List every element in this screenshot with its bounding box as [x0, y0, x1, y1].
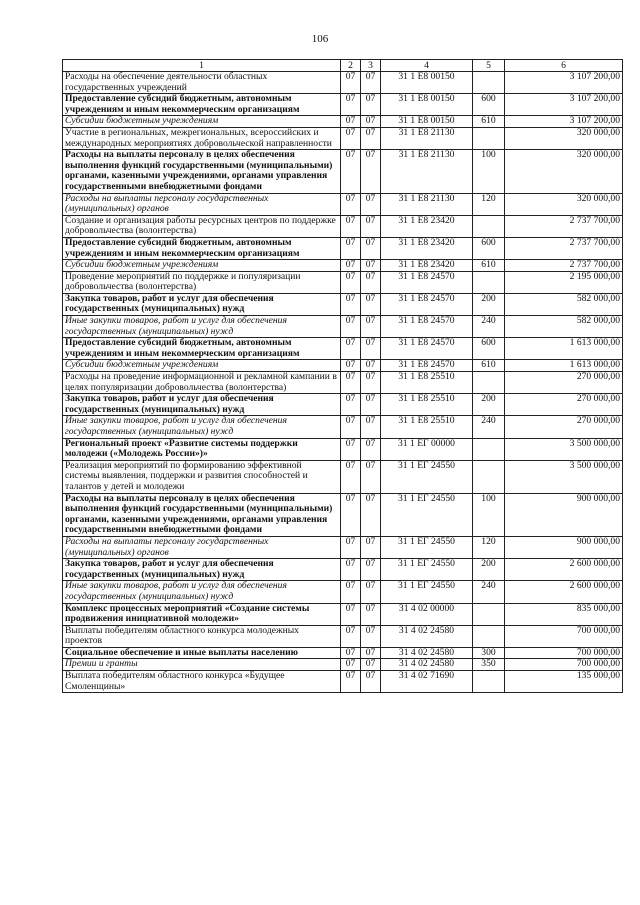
- table-row: [63, 360, 623, 372]
- row-name-cell: Комплекс процессных мероприятий «Создание системы продвижения инициативной молодежи»: [63, 603, 341, 625]
- row-section-cell: 07: [341, 603, 361, 625]
- row-subsection-cell: 07: [361, 94, 381, 116]
- row-amount-cell: 700 000,00: [505, 659, 623, 671]
- row-subsection-cell: 07: [361, 625, 381, 647]
- row-subsection-cell: 07: [361, 581, 381, 603]
- header-row: [63, 60, 623, 72]
- row-subsection-cell: 07: [361, 150, 381, 193]
- row-code-cell: 31 1 E8 25510: [381, 416, 473, 438]
- table-row: [63, 316, 623, 338]
- row-code-cell: 31 4 02 24580: [381, 647, 473, 659]
- row-name-cell: Создание и организация работы ресурсных центров по поддержке добровольчества (волонтерства): [63, 215, 341, 237]
- row-section-cell: 07: [341, 193, 361, 215]
- row-type-cell: 100: [473, 493, 505, 536]
- header-cell: 3: [361, 60, 381, 72]
- row-name-cell: Закупка товаров, работ и услуг для обеспечения государственных (муниципальных) нужд: [63, 394, 341, 416]
- row-amount-cell: 320 000,00: [505, 150, 623, 193]
- table-row: [63, 338, 623, 360]
- row-section-cell: 07: [341, 338, 361, 360]
- row-name-cell: Субсидии бюджетным учреждениям: [63, 360, 341, 372]
- row-amount-cell: 835 000,00: [505, 603, 623, 625]
- row-type-cell: 350: [473, 659, 505, 671]
- row-section-cell: 07: [341, 460, 361, 493]
- row-name-cell: Расходы на проведение информационной и рекламной кампании в целях популяризации добровольчества (волонтерства): [63, 372, 341, 394]
- row-subsection-cell: 07: [361, 647, 381, 659]
- table-row: [63, 94, 623, 116]
- row-name-cell: Предоставление субсидий бюджетным, автономным учреждениям и иным некоммерческим организациям: [63, 237, 341, 259]
- row-amount-cell: 3 107 200,00: [505, 116, 623, 128]
- row-type-cell: [473, 438, 505, 460]
- row-code-cell: 31 4 02 00000: [381, 603, 473, 625]
- header-cell: 6: [505, 60, 623, 72]
- table-row: [63, 271, 623, 293]
- row-amount-cell: 320 000,00: [505, 193, 623, 215]
- row-section-cell: 07: [341, 671, 361, 693]
- header-cell: 1: [63, 60, 341, 72]
- row-name-cell: Расходы на выплаты персоналу в целях обеспечения выполнения функций государственными (муниципальными) органами, казенными учреждениями, органами управления государственными внебюджетными фондами: [63, 493, 341, 536]
- row-type-cell: 610: [473, 260, 505, 272]
- row-code-cell: 31 1 E8 21130: [381, 150, 473, 193]
- row-section-cell: 07: [341, 659, 361, 671]
- row-amount-cell: 3 107 200,00: [505, 94, 623, 116]
- table-row: [63, 659, 623, 671]
- table-row: [63, 438, 623, 460]
- row-code-cell: 31 1 E8 24570: [381, 316, 473, 338]
- row-subsection-cell: 07: [361, 316, 381, 338]
- row-name-cell: Субсидии бюджетным учреждениям: [63, 260, 341, 272]
- row-section-cell: 07: [341, 438, 361, 460]
- row-amount-cell: 2 737 700,00: [505, 260, 623, 272]
- row-section-cell: 07: [341, 260, 361, 272]
- row-code-cell: 31 1 EГ 24550: [381, 460, 473, 493]
- row-subsection-cell: 07: [361, 127, 381, 149]
- table-row: [63, 372, 623, 394]
- table-row: [63, 260, 623, 272]
- row-amount-cell: 2 737 700,00: [505, 215, 623, 237]
- row-section-cell: 07: [341, 559, 361, 581]
- row-subsection-cell: 07: [361, 293, 381, 315]
- row-subsection-cell: 07: [361, 493, 381, 536]
- table-row: [63, 603, 623, 625]
- row-subsection-cell: 07: [361, 536, 381, 558]
- row-section-cell: 07: [341, 127, 361, 149]
- row-subsection-cell: 07: [361, 559, 381, 581]
- row-section-cell: 07: [341, 271, 361, 293]
- table-row: [63, 416, 623, 438]
- row-section-cell: 07: [341, 581, 361, 603]
- row-name-cell: Расходы на обеспечение деятельности областных государственных учреждений: [63, 72, 341, 94]
- row-name-cell: Иные закупки товаров, работ и услуг для обеспечения государственных (муниципальных) нужд: [63, 316, 341, 338]
- row-amount-cell: 2 737 700,00: [505, 237, 623, 259]
- row-type-cell: 240: [473, 581, 505, 603]
- row-type-cell: 600: [473, 237, 505, 259]
- row-amount-cell: 2 600 000,00: [505, 581, 623, 603]
- row-subsection-cell: 07: [361, 360, 381, 372]
- row-type-cell: [473, 72, 505, 94]
- row-section-cell: 07: [341, 215, 361, 237]
- row-code-cell: 31 1 E8 00150: [381, 94, 473, 116]
- row-amount-cell: 2 600 000,00: [505, 559, 623, 581]
- header-cell: 4: [381, 60, 473, 72]
- row-code-cell: 31 1 E8 23420: [381, 215, 473, 237]
- row-name-cell: Закупка товаров, работ и услуг для обеспечения государственных (муниципальных) нужд: [63, 293, 341, 315]
- row-name-cell: Закупка товаров, работ и услуг для обеспечения государственных (муниципальных) нужд: [63, 559, 341, 581]
- row-type-cell: [473, 671, 505, 693]
- row-name-cell: Предоставление субсидий бюджетным, автономным учреждениям и иным некоммерческим организациям: [63, 94, 341, 116]
- row-name-cell: Социальное обеспечение и иные выплаты населению: [63, 647, 341, 659]
- row-subsection-cell: 07: [361, 438, 381, 460]
- table-row: [63, 150, 623, 193]
- row-section-cell: 07: [341, 493, 361, 536]
- table-row: [63, 72, 623, 94]
- row-amount-cell: 270 000,00: [505, 416, 623, 438]
- row-code-cell: 31 1 E8 21130: [381, 193, 473, 215]
- row-code-cell: 31 4 02 71690: [381, 671, 473, 693]
- table-body: [63, 72, 623, 693]
- table-row: [63, 671, 623, 693]
- row-type-cell: [473, 372, 505, 394]
- row-name-cell: Иные закупки товаров, работ и услуг для обеспечения государственных (муниципальных) нужд: [63, 581, 341, 603]
- table-row: [63, 559, 623, 581]
- row-amount-cell: 700 000,00: [505, 625, 623, 647]
- row-amount-cell: 270 000,00: [505, 394, 623, 416]
- row-type-cell: 200: [473, 394, 505, 416]
- row-type-cell: 200: [473, 293, 505, 315]
- row-subsection-cell: 07: [361, 603, 381, 625]
- row-section-cell: 07: [341, 72, 361, 94]
- row-type-cell: [473, 271, 505, 293]
- row-subsection-cell: 07: [361, 659, 381, 671]
- table-row: [63, 215, 623, 237]
- table-row: [63, 193, 623, 215]
- row-name-cell: Субсидии бюджетным учреждениям: [63, 116, 341, 128]
- row-section-cell: 07: [341, 116, 361, 128]
- row-subsection-cell: 07: [361, 372, 381, 394]
- row-name-cell: Иные закупки товаров, работ и услуг для обеспечения государственных (муниципальных) нужд: [63, 416, 341, 438]
- row-code-cell: 31 1 EГ 24550: [381, 581, 473, 603]
- table-row: [63, 536, 623, 558]
- table-row: [63, 493, 623, 536]
- row-amount-cell: 1 613 000,00: [505, 338, 623, 360]
- row-subsection-cell: 07: [361, 215, 381, 237]
- row-code-cell: 31 1 E8 25510: [381, 394, 473, 416]
- row-code-cell: 31 1 E8 21130: [381, 127, 473, 149]
- row-amount-cell: 320 000,00: [505, 127, 623, 149]
- row-type-cell: [473, 127, 505, 149]
- table-row: [63, 116, 623, 128]
- row-amount-cell: 2 195 000,00: [505, 271, 623, 293]
- row-amount-cell: 900 000,00: [505, 536, 623, 558]
- row-name-cell: Участие в региональных, межрегиональных, всероссийских и международных мероприятиях добровольческой направленности: [63, 127, 341, 149]
- row-section-cell: 07: [341, 372, 361, 394]
- row-subsection-cell: 07: [361, 671, 381, 693]
- row-name-cell: Выплата победителям областного конкурса «Будущее Смоленщины»: [63, 671, 341, 693]
- row-name-cell: Расходы на выплаты персоналу в целях обеспечения выполнения функций государственными (муниципальными) органами, казенными учреждениями, органами управления государственными внебюджетными фондами: [63, 150, 341, 193]
- row-amount-cell: 135 000,00: [505, 671, 623, 693]
- row-section-cell: 07: [341, 94, 361, 116]
- row-type-cell: 200: [473, 559, 505, 581]
- row-type-cell: 120: [473, 193, 505, 215]
- row-code-cell: 31 1 E8 00150: [381, 72, 473, 94]
- row-amount-cell: 3 500 000,00: [505, 460, 623, 493]
- row-subsection-cell: 07: [361, 394, 381, 416]
- row-code-cell: 31 1 E8 24570: [381, 293, 473, 315]
- table-row: [63, 127, 623, 149]
- row-name-cell: Проведение мероприятий по поддержке и популяризации добровольчества (волонтерства): [63, 271, 341, 293]
- row-amount-cell: 3 500 000,00: [505, 438, 623, 460]
- row-subsection-cell: 07: [361, 271, 381, 293]
- row-name-cell: Премии и гранты: [63, 659, 341, 671]
- row-code-cell: 31 1 E8 23420: [381, 260, 473, 272]
- table-row: [63, 625, 623, 647]
- row-section-cell: 07: [341, 316, 361, 338]
- row-subsection-cell: 07: [361, 416, 381, 438]
- row-section-cell: 07: [341, 237, 361, 259]
- row-type-cell: 240: [473, 416, 505, 438]
- row-section-cell: 07: [341, 293, 361, 315]
- row-name-cell: Расходы на выплаты персоналу государственных (муниципальных) органов: [63, 536, 341, 558]
- row-section-cell: 07: [341, 416, 361, 438]
- header-cell: 2: [341, 60, 361, 72]
- row-type-cell: [473, 215, 505, 237]
- table-row: [63, 460, 623, 493]
- row-subsection-cell: 07: [361, 116, 381, 128]
- row-amount-cell: 582 000,00: [505, 316, 623, 338]
- row-amount-cell: 700 000,00: [505, 647, 623, 659]
- row-type-cell: [473, 603, 505, 625]
- row-code-cell: 31 1 E8 25510: [381, 372, 473, 394]
- row-type-cell: 600: [473, 338, 505, 360]
- row-code-cell: 31 1 E8 24570: [381, 338, 473, 360]
- row-type-cell: 240: [473, 316, 505, 338]
- row-code-cell: 31 1 E8 23420: [381, 237, 473, 259]
- row-amount-cell: 1 613 000,00: [505, 360, 623, 372]
- table-row: [63, 394, 623, 416]
- row-section-cell: 07: [341, 394, 361, 416]
- row-subsection-cell: 07: [361, 460, 381, 493]
- table-row: [63, 293, 623, 315]
- row-code-cell: 31 1 EГ 24550: [381, 493, 473, 536]
- row-subsection-cell: 07: [361, 193, 381, 215]
- row-section-cell: 07: [341, 536, 361, 558]
- row-section-cell: 07: [341, 625, 361, 647]
- row-code-cell: 31 1 E8 24570: [381, 271, 473, 293]
- row-amount-cell: 900 000,00: [505, 493, 623, 536]
- row-code-cell: 31 1 EГ 00000: [381, 438, 473, 460]
- table-row: [63, 647, 623, 659]
- row-name-cell: Выплаты победителям областного конкурса молодежных проектов: [63, 625, 341, 647]
- page-number: 106: [311, 33, 329, 45]
- row-code-cell: 31 1 EГ 24550: [381, 559, 473, 581]
- row-code-cell: 31 1 E8 00150: [381, 116, 473, 128]
- row-name-cell: Реализация мероприятий по формированию эффективной системы выявления, поддержки и развития способностей и талантов у детей и молодежи: [63, 460, 341, 493]
- row-type-cell: 610: [473, 360, 505, 372]
- row-type-cell: 120: [473, 536, 505, 558]
- row-name-cell: Предоставление субсидий бюджетным, автономным учреждениям и иным некоммерческим организациям: [63, 338, 341, 360]
- row-type-cell: 600: [473, 94, 505, 116]
- row-type-cell: [473, 625, 505, 647]
- row-code-cell: 31 1 EГ 24550: [381, 536, 473, 558]
- row-subsection-cell: 07: [361, 237, 381, 259]
- row-type-cell: 100: [473, 150, 505, 193]
- row-name-cell: Региональный проект «Развитие системы поддержки молодежи («Молодежь России»)»: [63, 438, 341, 460]
- row-section-cell: 07: [341, 647, 361, 659]
- row-code-cell: 31 4 02 24580: [381, 625, 473, 647]
- row-amount-cell: 3 107 200,00: [505, 72, 623, 94]
- row-code-cell: 31 1 E8 24570: [381, 360, 473, 372]
- row-name-cell: Расходы на выплаты персоналу государственных (муниципальных) органов: [63, 193, 341, 215]
- budget-table: [62, 59, 623, 693]
- header-cell: 5: [473, 60, 505, 72]
- row-section-cell: 07: [341, 150, 361, 193]
- row-type-cell: 610: [473, 116, 505, 128]
- row-amount-cell: 270 000,00: [505, 372, 623, 394]
- row-type-cell: [473, 460, 505, 493]
- row-amount-cell: 582 000,00: [505, 293, 623, 315]
- row-subsection-cell: 07: [361, 72, 381, 94]
- table-row: [63, 581, 623, 603]
- row-section-cell: 07: [341, 360, 361, 372]
- row-subsection-cell: 07: [361, 260, 381, 272]
- table-row: [63, 237, 623, 259]
- row-code-cell: 31 4 02 24580: [381, 659, 473, 671]
- row-type-cell: 300: [473, 647, 505, 659]
- row-subsection-cell: 07: [361, 338, 381, 360]
